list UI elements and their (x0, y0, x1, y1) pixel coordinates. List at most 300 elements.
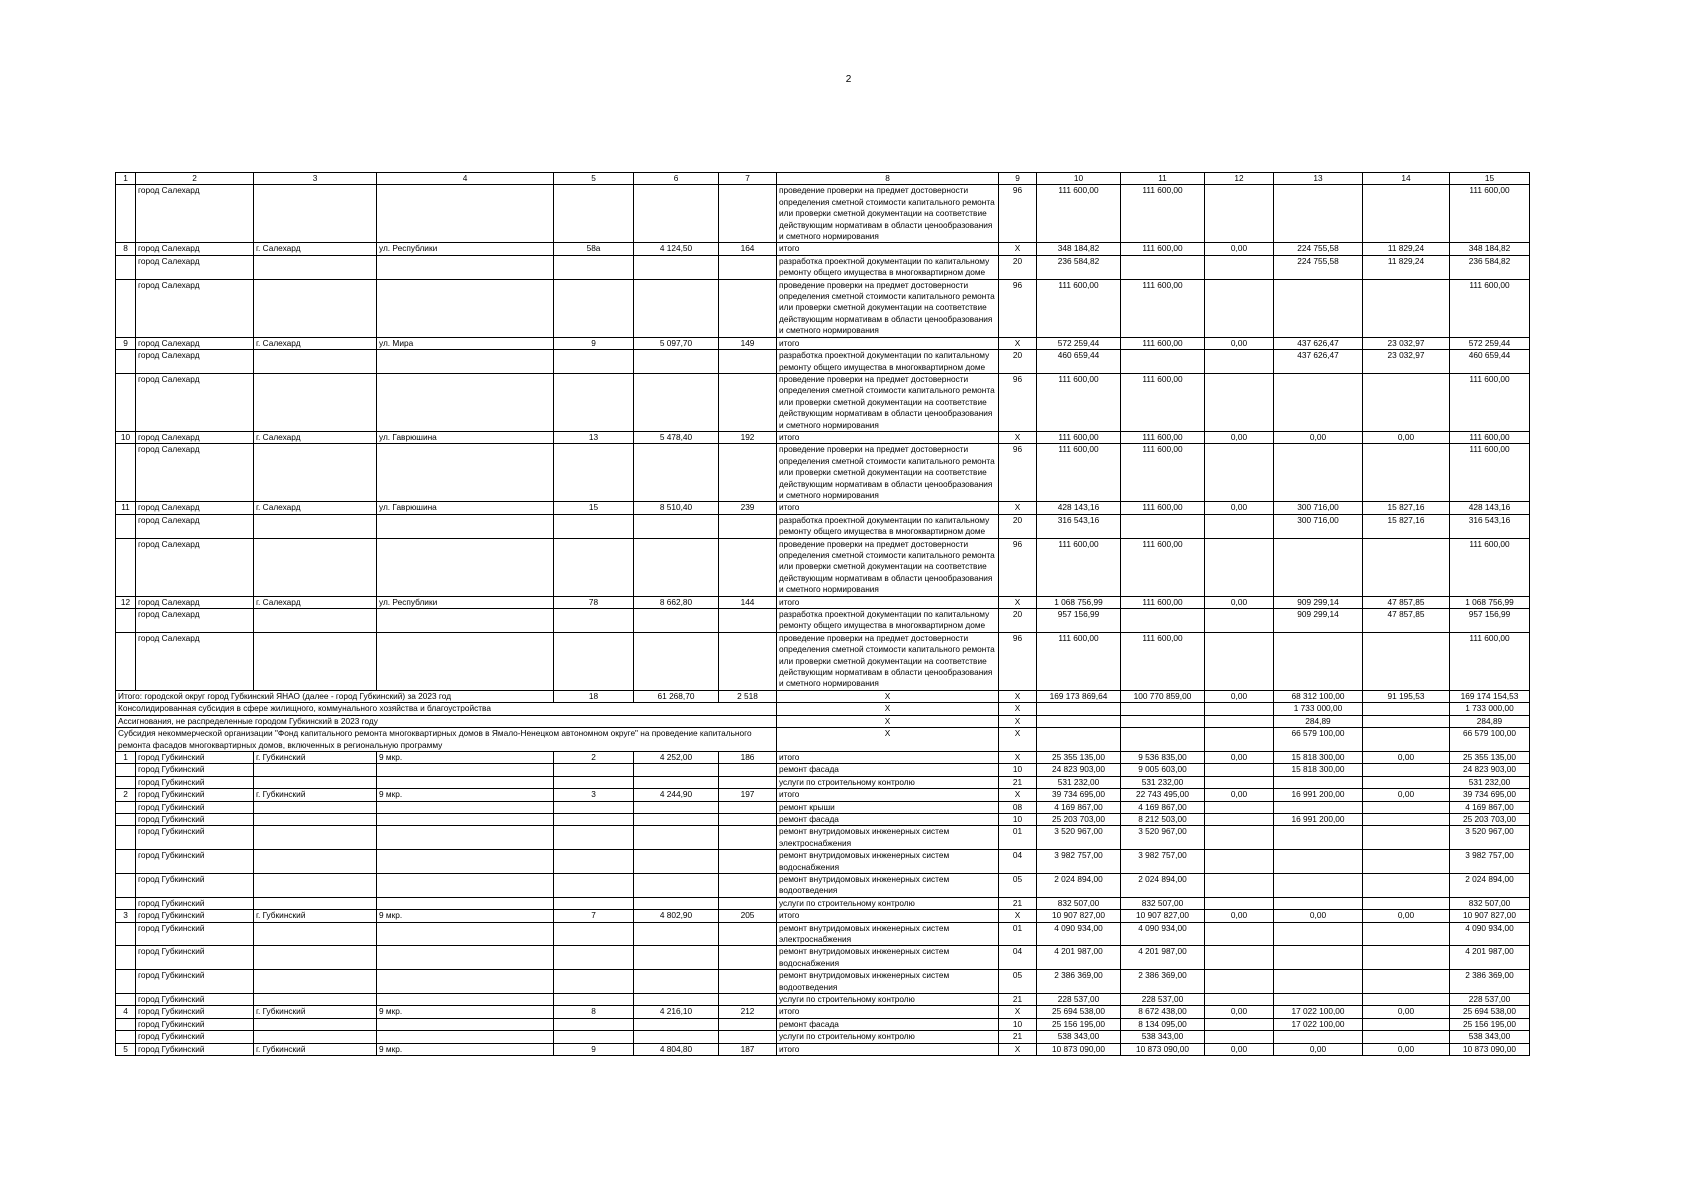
cell-c4 (377, 444, 554, 502)
cell-c5 (554, 255, 634, 279)
cell-n (116, 801, 136, 813)
cell-c8: проведение проверки на предмет достоверности определения сметной стоимости капитального ремонта или проверки сметной документации на соответствие действующим нормативам в области ценообразования и сметного нормирования (777, 279, 999, 337)
cell-c14: 91 195,53 (1363, 690, 1450, 702)
cell-c10: 428 143,16 (1037, 502, 1121, 514)
capital-repair-table (115, 172, 1530, 1056)
cell-c5 (554, 801, 634, 813)
cell-c14 (1363, 279, 1450, 337)
cell-c4 (377, 873, 554, 897)
cell-c12: 0,00 (1205, 1006, 1274, 1018)
cell-c10: 1 068 756,99 (1037, 596, 1121, 608)
section-label: Субсидия некоммерческой организации "Фонд капитального ремонта многоквартирных домов в Ямало-Ненецком автономном округе" на проведение капитального ремонта фасадов многоквартирных домов, включенных в региональную программу (116, 728, 777, 752)
cell-c12 (1205, 801, 1274, 813)
cell-c10: 111 600,00 (1037, 373, 1121, 431)
cell-c3 (254, 609, 377, 633)
cell-c13: 16 991 200,00 (1274, 813, 1363, 825)
cell-c9: Х (999, 596, 1037, 608)
cell-c14 (1363, 970, 1450, 994)
cell-c10: 572 259,44 (1037, 337, 1121, 349)
table-row (116, 596, 1530, 608)
cell-c9: Х (999, 431, 1037, 443)
cell-c6: 4 252,00 (634, 751, 719, 763)
cell-c3 (254, 538, 377, 596)
cell-c6 (634, 255, 719, 279)
cell-c14 (1363, 897, 1450, 909)
cell-c11 (1121, 514, 1205, 538)
cell-c11: 22 743 495,00 (1121, 789, 1205, 801)
cell-c4: ул. Гаврюшина (377, 431, 554, 443)
cell-c13: 300 716,00 (1274, 514, 1363, 538)
cell-c3 (254, 946, 377, 970)
table-row (116, 1031, 1530, 1043)
cell-c4 (377, 632, 554, 690)
cell-c3: г. Салехард (254, 337, 377, 349)
cell-c13 (1274, 632, 1363, 690)
cell-c5: 9 (554, 1043, 634, 1055)
cell-c10: 2 024 894,00 (1037, 873, 1121, 897)
cell-c3: г. Салехард (254, 431, 377, 443)
cell-c3 (254, 922, 377, 946)
cell-c10: 25 355 135,00 (1037, 751, 1121, 763)
cell-c12 (1205, 1018, 1274, 1030)
cell-c14 (1363, 185, 1450, 243)
cell-c8: услуги по строительному контролю (777, 897, 999, 909)
cell-c6 (634, 514, 719, 538)
cell-c14: 11 829,24 (1363, 243, 1450, 255)
cell-c5 (554, 776, 634, 788)
table-row (116, 776, 1530, 788)
cell-c4: ул. Республики (377, 243, 554, 255)
cell-c12: 0,00 (1205, 690, 1274, 702)
cell-c9: Х (999, 728, 1037, 752)
table-row (116, 897, 1530, 909)
cell-c4 (377, 994, 554, 1006)
cell-c15: 111 600,00 (1450, 444, 1530, 502)
cell-c3 (254, 850, 377, 874)
cell-c13: 224 755,58 (1274, 243, 1363, 255)
table-row (116, 801, 1530, 813)
cell-c13 (1274, 1031, 1363, 1043)
cell-c4 (377, 538, 554, 596)
cell-c9: Х (999, 789, 1037, 801)
cell-c4 (377, 801, 554, 813)
cell-c10 (1037, 715, 1121, 727)
cell-c9: 21 (999, 994, 1037, 1006)
cell-c2: город Губкинский (136, 850, 254, 874)
cell-c6: 5 097,70 (634, 337, 719, 349)
cell-c8: ремонт фасада (777, 813, 999, 825)
cell-c12 (1205, 703, 1274, 715)
cell-c9: Х (999, 1043, 1037, 1055)
table-row (116, 337, 1530, 349)
cell-c9: 20 (999, 514, 1037, 538)
cell-c8: ремонт внутридомовых инженерных систем электроснабжения (777, 826, 999, 850)
cell-c14: 23 032,97 (1363, 337, 1450, 349)
cell-c14 (1363, 826, 1450, 850)
cell-n (116, 922, 136, 946)
cell-c5 (554, 994, 634, 1006)
column-number: 8 (777, 173, 999, 185)
cell-c5: 18 (554, 690, 634, 702)
cell-c3: г. Салехард (254, 502, 377, 514)
cell-c6 (634, 350, 719, 374)
cell-c5 (554, 373, 634, 431)
cell-c6 (634, 764, 719, 776)
cell-c12 (1205, 538, 1274, 596)
cell-c9: 04 (999, 850, 1037, 874)
cell-c8: услуги по строительному контролю (777, 776, 999, 788)
cell-c11 (1121, 255, 1205, 279)
cell-c6 (634, 994, 719, 1006)
cell-c8: ремонт фасада (777, 764, 999, 776)
column-number: 3 (254, 173, 377, 185)
cell-c11: 8 212 503,00 (1121, 813, 1205, 825)
cell-c13: 1 733 000,00 (1274, 703, 1363, 715)
cell-c11: 8 672 438,00 (1121, 1006, 1205, 1018)
cell-c13: 15 818 300,00 (1274, 751, 1363, 763)
cell-c7 (719, 538, 777, 596)
cell-c8: Х (777, 690, 999, 702)
cell-c6: 61 268,70 (634, 690, 719, 702)
cell-c12 (1205, 1031, 1274, 1043)
cell-c6: 4 802,90 (634, 910, 719, 922)
cell-c13 (1274, 373, 1363, 431)
cell-c13: 0,00 (1274, 1043, 1363, 1055)
table-row (116, 444, 1530, 502)
table-row (116, 970, 1530, 994)
cell-c15: 1 733 000,00 (1450, 703, 1530, 715)
cell-c11: 111 600,00 (1121, 502, 1205, 514)
cell-c15: 25 203 703,00 (1450, 813, 1530, 825)
cell-c12: 0,00 (1205, 243, 1274, 255)
cell-c2: город Салехард (136, 444, 254, 502)
cell-c15: 832 507,00 (1450, 897, 1530, 909)
cell-c11: 2 386 369,00 (1121, 970, 1205, 994)
cell-c13 (1274, 444, 1363, 502)
cell-c15: 39 734 695,00 (1450, 789, 1530, 801)
column-number: 15 (1450, 173, 1530, 185)
cell-c12 (1205, 873, 1274, 897)
cell-n (116, 897, 136, 909)
cell-c11: 111 600,00 (1121, 538, 1205, 596)
cell-c15: 2 024 894,00 (1450, 873, 1530, 897)
table-row (116, 279, 1530, 337)
cell-c13: 224 755,58 (1274, 255, 1363, 279)
cell-c4: 9 мкр. (377, 789, 554, 801)
cell-c8: Х (777, 728, 999, 752)
cell-c11: 2 024 894,00 (1121, 873, 1205, 897)
cell-c7: 192 (719, 431, 777, 443)
table-row (116, 690, 1530, 702)
cell-c14 (1363, 715, 1450, 727)
cell-c12: 0,00 (1205, 789, 1274, 801)
cell-c3 (254, 373, 377, 431)
cell-c8: ремонт крыши (777, 801, 999, 813)
cell-c5: 2 (554, 751, 634, 763)
cell-n: 1 (116, 751, 136, 763)
cell-c11 (1121, 609, 1205, 633)
column-number: 1 (116, 173, 136, 185)
cell-c13: 16 991 200,00 (1274, 789, 1363, 801)
table-row (116, 1043, 1530, 1055)
cell-c9: 96 (999, 538, 1037, 596)
cell-c12 (1205, 850, 1274, 874)
cell-c8: ремонт внутридомовых инженерных систем электроснабжения (777, 922, 999, 946)
cell-c7: 212 (719, 1006, 777, 1018)
cell-c6 (634, 632, 719, 690)
cell-c10: 10 907 827,00 (1037, 910, 1121, 922)
cell-c14 (1363, 1018, 1450, 1030)
cell-c6 (634, 850, 719, 874)
cell-c10: 348 184,82 (1037, 243, 1121, 255)
table-row (116, 514, 1530, 538)
cell-c14: 15 827,16 (1363, 502, 1450, 514)
cell-c4 (377, 922, 554, 946)
cell-c12: 0,00 (1205, 910, 1274, 922)
cell-c13: 909 299,14 (1274, 609, 1363, 633)
cell-c13 (1274, 970, 1363, 994)
cell-c2: город Салехард (136, 185, 254, 243)
cell-c14 (1363, 776, 1450, 788)
cell-c13: 300 716,00 (1274, 502, 1363, 514)
column-number: 5 (554, 173, 634, 185)
cell-c14: 0,00 (1363, 1006, 1450, 1018)
cell-c10: 4 169 867,00 (1037, 801, 1121, 813)
cell-n (116, 873, 136, 897)
column-number: 7 (719, 173, 777, 185)
cell-c12: 0,00 (1205, 337, 1274, 349)
cell-c6 (634, 1018, 719, 1030)
cell-c13 (1274, 946, 1363, 970)
table-row (116, 751, 1530, 763)
cell-c8: итого (777, 431, 999, 443)
cell-c14: 11 829,24 (1363, 255, 1450, 279)
cell-c3 (254, 185, 377, 243)
cell-c6 (634, 826, 719, 850)
cell-c4: ул. Гаврюшина (377, 502, 554, 514)
cell-c5 (554, 850, 634, 874)
cell-c12 (1205, 994, 1274, 1006)
table-row (116, 873, 1530, 897)
cell-c10: 2 386 369,00 (1037, 970, 1121, 994)
cell-c2: город Губкинский (136, 1031, 254, 1043)
table-header-row (116, 173, 1530, 185)
cell-c15: 538 343,00 (1450, 1031, 1530, 1043)
cell-n (116, 632, 136, 690)
cell-c2: город Салехард (136, 609, 254, 633)
cell-c9: Х (999, 337, 1037, 349)
cell-c2: город Губкинский (136, 801, 254, 813)
cell-c11: 3 982 757,00 (1121, 850, 1205, 874)
cell-c11: 531 232,00 (1121, 776, 1205, 788)
cell-c10: 3 982 757,00 (1037, 850, 1121, 874)
cell-n (116, 255, 136, 279)
cell-c12 (1205, 255, 1274, 279)
cell-n (116, 764, 136, 776)
cell-c15: 348 184,82 (1450, 243, 1530, 255)
cell-c3 (254, 444, 377, 502)
cell-c4: 9 мкр. (377, 1006, 554, 1018)
cell-c5 (554, 279, 634, 337)
cell-c6 (634, 873, 719, 897)
cell-c9: 01 (999, 922, 1037, 946)
column-number: 12 (1205, 173, 1274, 185)
cell-c5 (554, 609, 634, 633)
cell-c9: 04 (999, 946, 1037, 970)
cell-c12 (1205, 728, 1274, 752)
cell-c14: 47 857,85 (1363, 596, 1450, 608)
cell-c7 (719, 873, 777, 897)
table-row (116, 715, 1530, 727)
cell-c14 (1363, 764, 1450, 776)
cell-c14 (1363, 1031, 1450, 1043)
column-number: 10 (1037, 173, 1121, 185)
cell-c2: город Губкинский (136, 910, 254, 922)
cell-c10: 10 873 090,00 (1037, 1043, 1121, 1055)
cell-c13 (1274, 279, 1363, 337)
cell-c9: 01 (999, 826, 1037, 850)
cell-c2: город Губкинский (136, 873, 254, 897)
cell-c13: 284,89 (1274, 715, 1363, 727)
cell-c12 (1205, 897, 1274, 909)
cell-c12: 0,00 (1205, 751, 1274, 763)
cell-c7 (719, 994, 777, 1006)
cell-n (116, 1018, 136, 1030)
cell-c5 (554, 897, 634, 909)
cell-c8: итого (777, 910, 999, 922)
cell-c9: Х (999, 243, 1037, 255)
cell-c14 (1363, 632, 1450, 690)
cell-c4 (377, 1031, 554, 1043)
cell-c15: 572 259,44 (1450, 337, 1530, 349)
cell-c12: 0,00 (1205, 431, 1274, 443)
section-label: Ассигнования, не распределенные городом Губкинский в 2023 году (116, 715, 777, 727)
cell-c13 (1274, 801, 1363, 813)
cell-n (116, 1031, 136, 1043)
cell-c9: Х (999, 690, 1037, 702)
cell-c4 (377, 609, 554, 633)
cell-c15: 25 355 135,00 (1450, 751, 1530, 763)
cell-c10: 4 090 934,00 (1037, 922, 1121, 946)
cell-c3: г. Губкинский (254, 1043, 377, 1055)
cell-c7 (719, 776, 777, 788)
cell-c15: 460 659,44 (1450, 350, 1530, 374)
cell-c8: Х (777, 715, 999, 727)
cell-c2: город Губкинский (136, 946, 254, 970)
cell-c4 (377, 764, 554, 776)
cell-c5: 13 (554, 431, 634, 443)
cell-c8: итого (777, 751, 999, 763)
cell-c15: 4 169 867,00 (1450, 801, 1530, 813)
cell-c12 (1205, 632, 1274, 690)
cell-c6: 5 478,40 (634, 431, 719, 443)
cell-n: 11 (116, 502, 136, 514)
cell-c11 (1121, 703, 1205, 715)
cell-n (116, 444, 136, 502)
cell-c3 (254, 897, 377, 909)
cell-c14 (1363, 850, 1450, 874)
cell-c11: 9 536 835,00 (1121, 751, 1205, 763)
cell-c2: город Салехард (136, 502, 254, 514)
cell-c15: 284,89 (1450, 715, 1530, 727)
table-row (116, 703, 1530, 715)
cell-c8: итого (777, 596, 999, 608)
cell-c7 (719, 970, 777, 994)
cell-c11 (1121, 350, 1205, 374)
cell-c6 (634, 897, 719, 909)
cell-c12 (1205, 764, 1274, 776)
cell-c10: 957 156,99 (1037, 609, 1121, 633)
cell-c12 (1205, 185, 1274, 243)
cell-c14 (1363, 728, 1450, 752)
cell-c5 (554, 514, 634, 538)
table-row (116, 813, 1530, 825)
table-row (116, 243, 1530, 255)
cell-c7 (719, 514, 777, 538)
cell-c8: проведение проверки на предмет достоверности определения сметной стоимости капитального ремонта или проверки сметной документации на соответствие действующим нормативам в области ценообразования и сметного нормирования (777, 632, 999, 690)
cell-c13 (1274, 922, 1363, 946)
cell-c6 (634, 279, 719, 337)
cell-c2: город Салехард (136, 255, 254, 279)
cell-c15: 111 600,00 (1450, 538, 1530, 596)
cell-c4 (377, 350, 554, 374)
cell-c12 (1205, 514, 1274, 538)
cell-c4: ул. Республики (377, 596, 554, 608)
cell-c15: 10 873 090,00 (1450, 1043, 1530, 1055)
cell-c7 (719, 801, 777, 813)
cell-c9: Х (999, 502, 1037, 514)
cell-c10: 236 584,82 (1037, 255, 1121, 279)
cell-c2: город Губкинский (136, 764, 254, 776)
cell-c2: город Салехард (136, 350, 254, 374)
cell-c13: 17 022 100,00 (1274, 1006, 1363, 1018)
cell-c6: 4 216,10 (634, 1006, 719, 1018)
cell-c7 (719, 1018, 777, 1030)
table-row (116, 538, 1530, 596)
cell-c7 (719, 946, 777, 970)
cell-n: 10 (116, 431, 136, 443)
cell-c6: 4 124,50 (634, 243, 719, 255)
cell-c3 (254, 826, 377, 850)
cell-n: 2 (116, 789, 136, 801)
cell-c15: 4 201 987,00 (1450, 946, 1530, 970)
cell-c14 (1363, 813, 1450, 825)
cell-c10: 25 156 195,00 (1037, 1018, 1121, 1030)
cell-c5: 8 (554, 1006, 634, 1018)
cell-c9: 21 (999, 776, 1037, 788)
cell-c3 (254, 764, 377, 776)
cell-c3 (254, 632, 377, 690)
cell-c9: 96 (999, 373, 1037, 431)
cell-c11: 9 005 603,00 (1121, 764, 1205, 776)
cell-c7 (719, 350, 777, 374)
cell-c11: 228 537,00 (1121, 994, 1205, 1006)
cell-c3: г. Губкинский (254, 1006, 377, 1018)
cell-c7 (719, 922, 777, 946)
cell-n (116, 279, 136, 337)
table-row (116, 910, 1530, 922)
page-number: 2 (845, 74, 852, 85)
column-number: 11 (1121, 173, 1205, 185)
cell-c7 (719, 185, 777, 243)
cell-n (116, 538, 136, 596)
cell-c4 (377, 514, 554, 538)
cell-c4: 9 мкр. (377, 1043, 554, 1055)
cell-c6 (634, 813, 719, 825)
cell-c4 (377, 255, 554, 279)
cell-c9: 96 (999, 185, 1037, 243)
cell-c3 (254, 994, 377, 1006)
